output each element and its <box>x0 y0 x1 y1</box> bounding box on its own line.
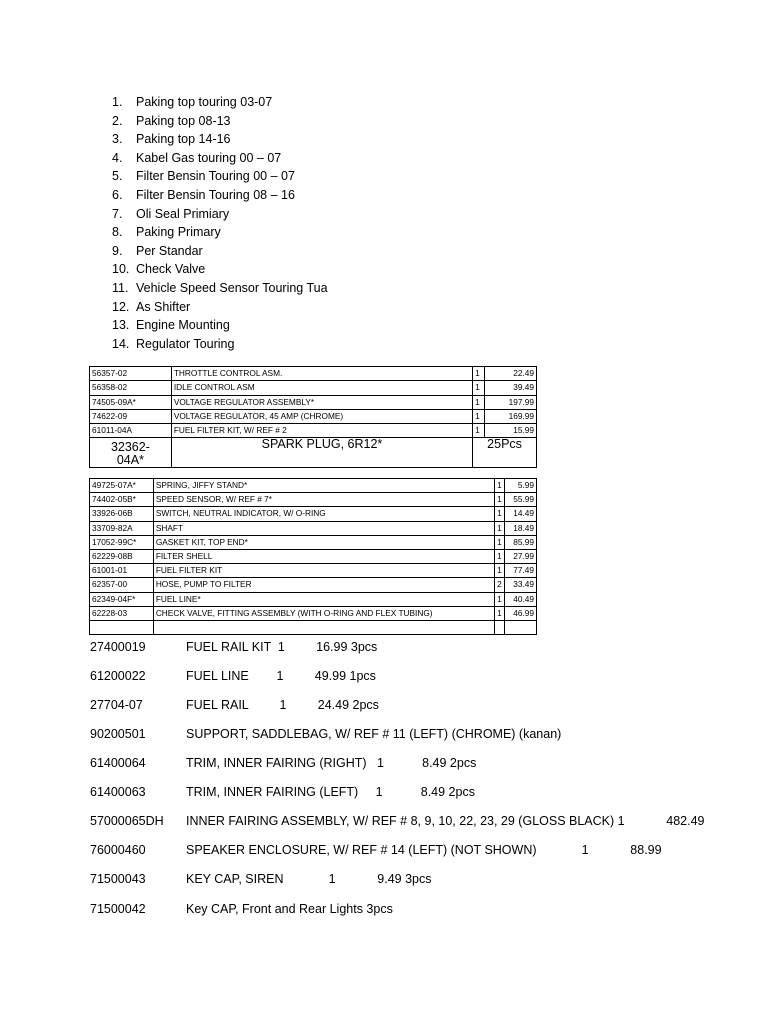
table-row <box>90 521 537 535</box>
part-price: 5.99 <box>505 479 537 493</box>
part-qty: 1 <box>495 479 505 493</box>
list-item: 14. Regulator Touring <box>112 336 235 351</box>
part-code: 56358-02 <box>90 381 172 395</box>
part-qty: 1 <box>495 493 505 507</box>
part-price: 85.99 <box>505 535 537 549</box>
part-desc: SHAFT <box>153 521 494 535</box>
table-row <box>90 409 537 423</box>
part-code: 62229-08B <box>90 549 154 563</box>
table-row <box>90 592 537 606</box>
list-item: 2. Paking top 08-13 <box>112 113 231 128</box>
part-desc: FILTER SHELL <box>153 549 494 563</box>
list-item: 1. Paking top touring 03-07 <box>112 95 273 109</box>
table-row <box>90 479 537 493</box>
part-code: 56357-02 <box>90 367 172 381</box>
part-price: 18.49 <box>505 521 537 535</box>
part-desc: VOLTAGE REGULATOR ASSEMBLY* <box>171 395 472 409</box>
list-item: 7. Oli Seal Primiary <box>112 206 230 221</box>
part-qty: 1 <box>495 564 505 578</box>
table-row <box>90 367 537 381</box>
spark-plug-code: 32362- 04A* <box>90 438 172 468</box>
list-item: 10. Check Valve <box>112 262 206 277</box>
table-row <box>90 381 537 395</box>
list-item: 4. Kabel Gas touring 00 – 07 <box>112 150 282 165</box>
table-row <box>90 606 537 620</box>
parts-table-upper <box>89 366 537 468</box>
part-price: 27.99 <box>505 549 537 563</box>
part-desc: GASKET KIT, TOP END* <box>153 535 494 549</box>
list-item: 8. Paking Primary <box>112 225 221 240</box>
part-qty: 1 <box>473 409 485 423</box>
table-row <box>90 493 537 507</box>
part-price: 15.99 <box>485 424 537 438</box>
part-code <box>90 620 154 634</box>
table-row <box>90 424 537 438</box>
part-price <box>505 620 537 634</box>
part-desc: HOSE, PUMP TO FILTER <box>153 578 494 592</box>
part-code: 62228-03 <box>90 606 154 620</box>
part-desc: FUEL FILTER KIT, W/ REF # 2 <box>171 424 472 438</box>
table-row <box>90 395 537 409</box>
part-desc: CHECK VALVE, FITTING ASSEMBLY (WITH O-RING AND FLEX TUBING) <box>153 606 494 620</box>
table-row <box>90 564 537 578</box>
part-code: 61001-01 <box>90 564 154 578</box>
list-item: 3. Paking top 14-16 <box>112 132 231 147</box>
part-desc: THROTTLE CONTROL ASM. <box>171 367 472 381</box>
part-qty <box>495 620 505 634</box>
part-price: 14.49 <box>505 507 537 521</box>
part-code: 74402-05B* <box>90 493 154 507</box>
part-code: 74622-09 <box>90 409 172 423</box>
list-item: 13. Engine Mounting <box>112 318 230 333</box>
table-row <box>90 620 537 634</box>
part-code: 62349-04F* <box>90 592 154 606</box>
part-qty: 1 <box>495 592 505 606</box>
part-price: 22.49 <box>485 367 537 381</box>
part-price: 46.99 <box>505 606 537 620</box>
part-price: 55.99 <box>505 493 537 507</box>
part-qty: 1 <box>473 367 485 381</box>
spark-plug-qty: 25Pcs <box>473 438 537 468</box>
part-code: 61011-04A <box>90 424 172 438</box>
part-price: 33.49 <box>505 578 537 592</box>
part-price: 77.49 <box>505 564 537 578</box>
part-code: 49725-07A* <box>90 479 154 493</box>
list-item: 9. Per Standar <box>112 243 203 258</box>
table-row <box>90 549 537 563</box>
list-item: 12. As Shifter <box>112 299 191 314</box>
table-row <box>90 578 537 592</box>
part-code: 33926-06B <box>90 507 154 521</box>
part-desc: FUEL FILTER KIT <box>153 564 494 578</box>
part-qty: 1 <box>495 507 505 521</box>
part-code: 74505-09A* <box>90 395 172 409</box>
part-price: 197.99 <box>485 395 537 409</box>
part-desc: FUEL LINE* <box>153 592 494 606</box>
part-qty: 1 <box>473 381 485 395</box>
part-qty: 1 <box>473 424 485 438</box>
parts-table-lower <box>89 478 537 635</box>
part-desc: IDLE CONTROL ASM <box>171 381 472 395</box>
part-qty: 1 <box>495 549 505 563</box>
part-code: 33709-82A <box>90 521 154 535</box>
table-row <box>90 507 537 521</box>
part-qty: 1 <box>473 395 485 409</box>
spark-plug-desc: SPARK PLUG, 6R12* <box>171 438 472 468</box>
part-desc: VOLTAGE REGULATOR, 45 AMP (CHROME) <box>171 409 472 423</box>
list-item: 5. Filter Bensin Touring 00 – 07 <box>112 169 295 184</box>
part-desc: SPEED SENSOR, W/ REF # 7* <box>153 493 494 507</box>
part-qty: 1 <box>495 606 505 620</box>
part-price: 40.49 <box>505 592 537 606</box>
part-desc <box>153 620 494 634</box>
list-item: 6. Filter Bensin Touring 08 – 16 <box>112 187 295 202</box>
part-code: 62357-00 <box>90 578 154 592</box>
part-price: 169.99 <box>485 409 537 423</box>
part-code: 17052-99C* <box>90 535 154 549</box>
part-qty: 1 <box>495 521 505 535</box>
part-qty: 2 <box>495 578 505 592</box>
part-qty: 1 <box>495 535 505 549</box>
list-item: 11. Vehicle Speed Sensor Touring Tua <box>112 280 328 295</box>
part-price: 39.49 <box>485 381 537 395</box>
spark-plug-row <box>90 438 537 468</box>
numbered-parts-list <box>112 93 328 353</box>
part-desc: SPRING, JIFFY STAND* <box>153 479 494 493</box>
table-row <box>90 535 537 549</box>
part-desc: SWITCH, NEUTRAL INDICATOR, W/ O-RING <box>153 507 494 521</box>
